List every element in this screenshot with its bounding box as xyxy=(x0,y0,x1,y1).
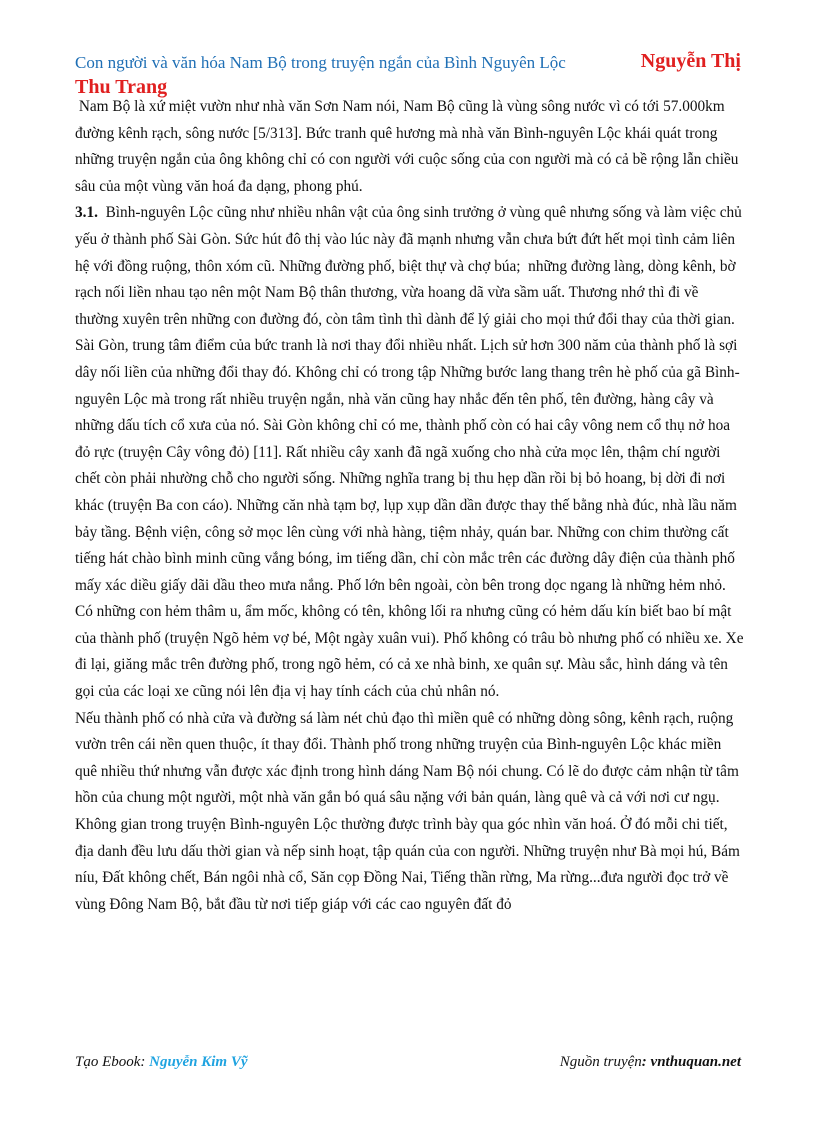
source-credit xyxy=(560,1054,741,1071)
ebook-credit-separator: : xyxy=(140,1054,150,1070)
page-header xyxy=(75,50,745,98)
paragraph-section-3-1 xyxy=(75,200,748,705)
page-footer xyxy=(75,1054,745,1078)
source-credit-label: Nguồn truyện xyxy=(559,1054,642,1070)
paragraph-city-countryside: Nếu thành phố có nhà cửa và đường sá làm nét chủ đạo thì miền quê có những dòng sông, kênh rạch, ruộng vườn trên cái nền quen thuộc, ít thay đổi. Thành phố trong những truyện của Bình-nguyên Lộc khác miền quê nhiều thứ nhưng vẫn được xác định trong hình dáng Nam Bộ nói chung. Có lẽ do được cảm nhận từ tâm hồn của chung một người, một nhà văn gắn bó quá sâu nặng với bản quán, làng quê và cả với nơi cư ngụ. xyxy=(75,709,739,807)
author-name-second-line: Thu Trang xyxy=(75,76,168,98)
paragraph-intro: Nam Bộ là xứ miệt vườn như nhà văn Sơn Nam nói, Nam Bộ cũng là vùng sông nước vì có tới 57.000km đường kênh rạch, sông nước [5/313]. Bức tranh quê hương mà nhà văn Bình-nguyên Lộc khái quát trong những truyện ngắn của ông không chỉ có con người với cuộc sống của con người mà có cả bề rộng lẫn chiều sâu của một vùng văn hoá đa dạng, phong phú. xyxy=(75,98,743,195)
document-title: Con người và văn hóa Nam Bộ trong truyện ngắn của Bình Nguyên Lộc xyxy=(75,53,566,72)
body-text xyxy=(75,94,748,918)
source-credit-separator: : xyxy=(641,1054,651,1070)
source-site-link[interactable]: vnthuquan.net xyxy=(650,1054,741,1070)
paragraph-space-culture: Không gian trong truyện Bình-nguyên Lộc thường được trình bày qua góc nhìn văn hoá. Ở đó mỗi chi tiết, địa danh đều lưu dấu thời gian và nếp sinh hoạt, tập quán của con người. Những truyện như Bà mọi hú, Bám níu, Đất không chết, Bán ngôi nhà cổ, Săn cọp Đồng Nai, Tiếng thần rừng, Ma rừng...đưa người đọc trở về vùng Đông Nam Bộ, bắt đầu từ nơi tiếp giáp với các cao nguyên đất đỏ xyxy=(75,816,740,913)
ebook-creator-name: Nguyễn Kim Vỹ xyxy=(149,1054,248,1070)
ebook-credit-label: Tạo Ebook xyxy=(75,1054,141,1070)
header-line xyxy=(75,50,745,76)
section-number: 3.1. xyxy=(75,204,98,222)
ebook-credit xyxy=(75,1054,248,1071)
section-3-1-text: Bình-nguyên Lộc cũng như nhiều nhân vật của ông sinh trưởng ở vùng quê nhưng sống và làm việc chủ yếu ở thành phố Sài Gòn. Sức hút đô thị vào lúc này đã mạnh nhưng vẫn chưa bứt đứt hết mọi tình cảm liên hệ với đồng ruộng, thôn xóm cũ. Những đường phố, biệt thự và chợ búa; những đường làng, dòng kênh, bờ rạch nối liền nhau tạo nên một Nam Bộ thân thương, vừa hoang dã vừa sầm uất. Thương nhớ thì đi về thường xuyên trên những con đường đó, còn tâm tình thì dành để lý giải cho mọi thứ đổi thay của thời gian. Sài Gòn, trung tâm điểm của bức tranh là nơi thay đổi nhiều nhất. Lịch sử hơn 300 năm của thành phố là sợi dây nối liền của những đổi thay đó. Không chỉ có trong tập Những bước lang thang trên hè phố của gã Bình-nguyên Lộc mà trong rất nhiều truyện ngắn, nhà văn cũng hay nhắc đến tên phố, tên đường, hàng cây và những dấu tích cổ xưa của nó. Sài Gòn không chỉ có me, thành phố còn có hai cây vông nem cổ thụ nở hoa đỏ rực (truyện Cây vông đỏ) [11]. Rất nhiều cây xanh đã ngã xuống cho nhà cửa mọc lên, thậm chí người chết còn phải nhường chỗ cho người sống. Những nghĩa trang bị thu hẹp dần rồi bị bỏ hoang, bị dời đi nơi khác (truyện Ba con cáo). Những căn nhà tạm bợ, lụp xụp dần dần được thay thế bằng nhà đúc, nhà lầu năm bảy tầng. Bệnh viện, công sở mọc lên cùng với nhà hàng, tiệm nhảy, quán bar. Những con chim thường cất tiếng hát chào bình minh cũng vắng bóng, im tiếng dần, chỉ còn mắc trên các đường dây điện của thành phố mấy xác diều giấy dãi dầu theo mưa nắng. Phố lớn bên ngoài, còn bên trong dọc ngang là những hẻm nhỏ. Có những con hẻm thâm u, ẩm mốc, không có tên, không lối ra nhưng cũng có hẻm dấu kín biết bao bí mật của thành phố (truyện Ngõ hẻm vợ bé, Một ngày xuân vui). Phố không có trâu bò nhưng phố có nhiều xe. Xe đi lại, giăng mắc trên đường phố, trong ngõ hẻm, có cả xe nhà binh, xe quân sự. Màu sắc, hình dáng và tên gọi của các loại xe cũng nói lên địa vị hay tính cách của chủ nhân nó. xyxy=(75,204,748,701)
author-name-first-line: Nguyễn Thị xyxy=(640,50,741,72)
